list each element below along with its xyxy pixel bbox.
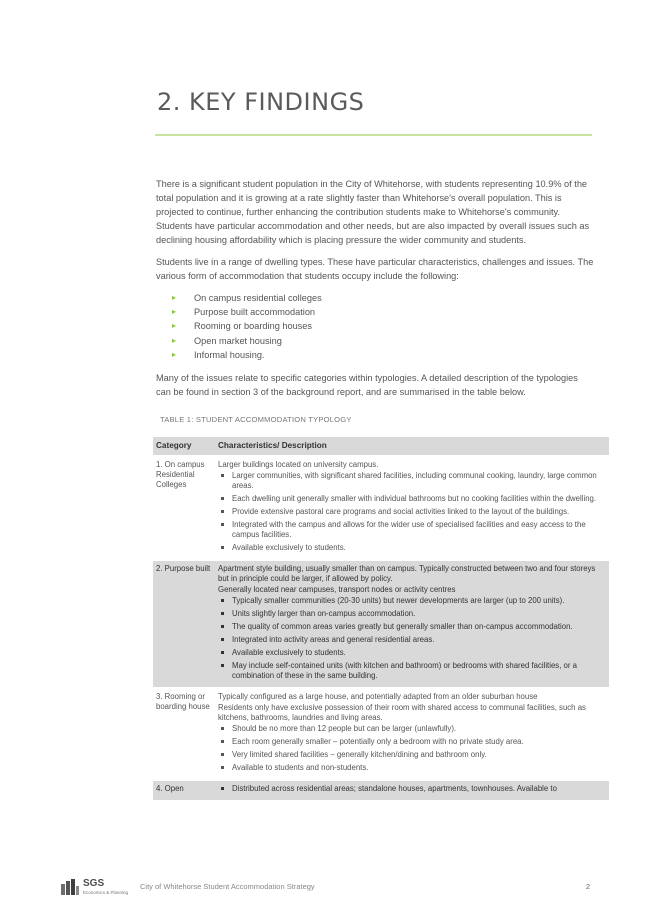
list-item: ▸ Informal housing. — [172, 348, 594, 362]
characteristics-list — [218, 471, 606, 553]
square-bullet-icon — [221, 497, 224, 500]
column-header-description: Characteristics/ Description — [215, 437, 609, 455]
list-item: Each room generally smaller – potentially only a bedroom with no private study area. — [220, 737, 606, 747]
square-bullet-icon — [221, 523, 224, 526]
characteristics-list — [218, 596, 606, 681]
category-cell: 4. Open — [153, 781, 215, 800]
arrow-bullet-icon: ▸ — [172, 335, 177, 345]
characteristics-list — [218, 784, 606, 794]
table-row — [153, 781, 609, 800]
footer-document-title: City of Whitehorse Student Accommodation Strategy — [140, 882, 315, 891]
page-title: 2. KEY FINDINGS — [157, 88, 365, 116]
table-caption: TABLE 1: STUDENT ACCOMMODATION TYPOLOGY — [160, 415, 352, 425]
page-footer — [60, 876, 600, 900]
square-bullet-icon — [221, 651, 224, 654]
logo-wordmark: SGS — [83, 878, 105, 889]
list-item: Distributed across residential areas; standalone houses, apartments, townhouses. Available to — [220, 784, 606, 794]
description-intro: Residents only have exclusive possession of their room with shared access to communal facilities, such as kitchens, bathrooms, laundries and living areas. — [218, 703, 586, 723]
square-bullet-icon — [221, 599, 224, 602]
square-bullet-icon — [221, 546, 224, 549]
description-cell — [215, 457, 609, 559]
category-cell: 3. Rooming or boarding house — [156, 692, 210, 712]
square-bullet-icon — [221, 612, 224, 615]
characteristics-list — [218, 724, 606, 773]
square-bullet-icon — [221, 787, 224, 790]
table-row — [153, 561, 609, 687]
square-bullet-icon — [221, 510, 224, 513]
title-divider — [155, 134, 592, 136]
description-cell — [215, 561, 609, 687]
description-intro: Generally located near campuses, transport nodes or activity centres — [218, 585, 456, 595]
square-bullet-icon — [221, 727, 224, 730]
description-intro: Larger buildings located on university campus. — [218, 460, 379, 470]
accommodation-list — [156, 291, 594, 362]
closing-paragraph: Many of the issues relate to specific categories within typologies. A detailed description of the typologies can be found in section 3 of the background report, and are summarised in the table below. — [156, 373, 578, 398]
table-row — [153, 689, 609, 779]
square-bullet-icon — [221, 625, 224, 628]
page-number: 2 — [585, 882, 590, 891]
list-item: Typically smaller communities (20-30 units) but newer developments are larger (up to 200 units). — [220, 596, 606, 606]
description-cell — [215, 781, 609, 800]
list-item: May include self-contained units (with kitchen and bathroom) or bedrooms with shared facilities, or a combination of these in the same building. — [220, 661, 606, 681]
table-row — [153, 457, 609, 559]
list-item: Provide extensive pastoral care programs and social activities linked to the layout of the buildings. — [220, 507, 606, 517]
main-content — [156, 177, 597, 802]
arrow-bullet-icon: ▸ — [172, 321, 177, 331]
column-header-category: Category — [153, 437, 215, 455]
typology-table — [153, 435, 609, 802]
list-item: ▸ Open market housing — [172, 334, 594, 348]
category-cell: 2. Purpose built — [153, 561, 215, 687]
list-item: Integrated into activity areas and general residential areas. — [220, 635, 606, 645]
list-item: The quality of common areas varies greatly but generally smaller than on-campus accommodation. — [220, 622, 606, 632]
list-item: Available to students and non-students. — [220, 763, 606, 773]
list-item: Should be no more than 12 people but can be larger (unlawfully). — [220, 724, 606, 734]
list-item: Each dwelling unit generally smaller with individual bathrooms but no cooking facilities within the dwelling. — [220, 494, 606, 504]
square-bullet-icon — [221, 766, 224, 769]
list-item: Integrated with the campus and allows for the wider use of specialised facilities and easy access to the campus facilities. — [220, 520, 606, 540]
description-intro: Typically configured as a large house, and potentially adapted from an older suburban house — [218, 692, 538, 702]
list-item: ▸ On campus residential colleges — [172, 291, 594, 305]
list-item: Larger communities, with significant shared facilities, including communal cooking, laundry, large common areas. — [220, 471, 606, 491]
list-item: Very limited shared facilities – generally kitchen/dining and bathroom only. — [220, 750, 606, 760]
list-item: ▸ Purpose built accommodation — [172, 305, 594, 319]
square-bullet-icon — [221, 740, 224, 743]
arrow-bullet-icon: ▸ — [172, 349, 177, 359]
square-bullet-icon — [221, 664, 224, 667]
list-item: ▸ Rooming or boarding houses — [172, 319, 594, 333]
category-cell: 1. On campus Residential Colleges — [156, 460, 205, 490]
square-bullet-icon — [221, 753, 224, 756]
sgs-logo-icon — [60, 878, 80, 896]
list-item: Units slightly larger than on-campus accommodation. — [220, 609, 606, 619]
logo-tagline: Economics & Planning — [83, 890, 129, 895]
sgs-logo — [60, 878, 128, 896]
description-intro: Apartment style building, usually smaller than on campus. Typically constructed between two and four storeys but in principle could be larger, if allowed by policy. — [218, 564, 596, 584]
square-bullet-icon — [221, 474, 224, 477]
intro-paragraph: There is a significant student population in the City of Whitehorse, with students representing 10.9% of the total population and it is growing at a rate slightly faster than Whitehorse's overall population. This is projected to continue, further enhancing the contribution students make to Whitehorse's community. Students have particular accommodation and other needs, but are also impacted by overall issues such as declining housing affordability which is placing pressure the wider community and students. — [156, 179, 590, 245]
table-header-row — [153, 437, 609, 455]
list-item: Available exclusively to students. — [220, 543, 606, 553]
arrow-bullet-icon: ▸ — [172, 307, 177, 317]
description-cell — [215, 689, 609, 779]
dwelling-types-paragraph: Students live in a range of dwelling types. These have particular characteristics, challenges and issues. The various form of accommodation that students occupy include the following: — [156, 257, 594, 281]
square-bullet-icon — [221, 638, 224, 641]
arrow-bullet-icon: ▸ — [172, 293, 177, 302]
list-item: Available exclusively to students. — [220, 648, 606, 658]
